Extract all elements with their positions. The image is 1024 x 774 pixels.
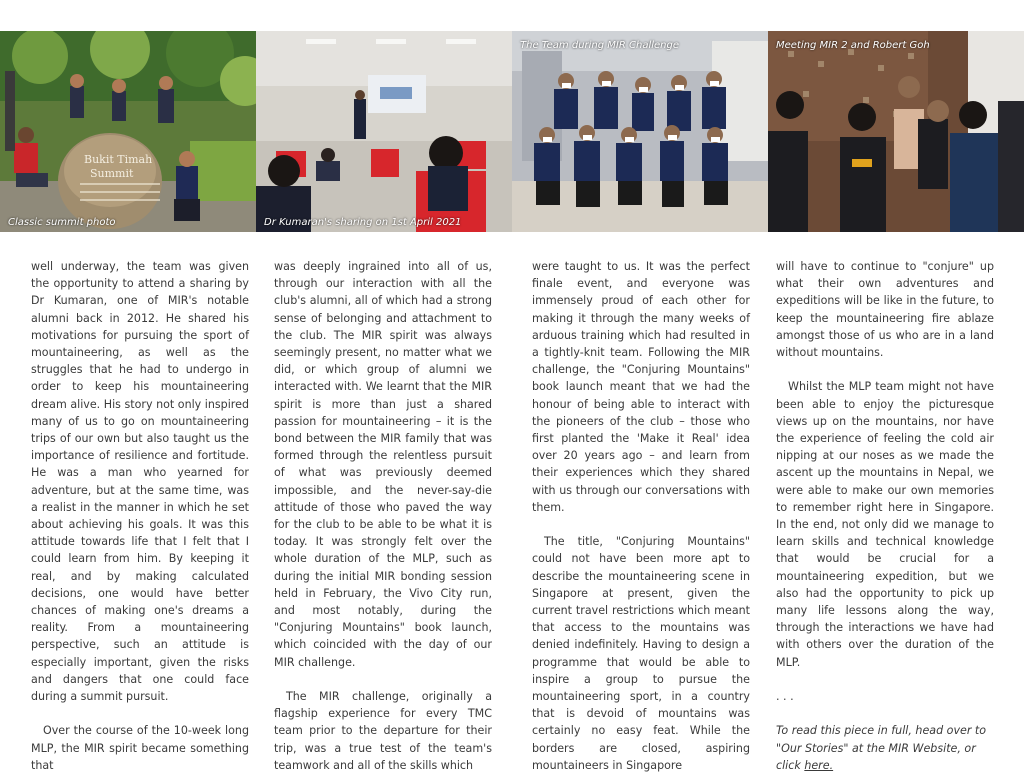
text-column-1 [31,258,249,774]
paragraph: was deeply ingrained into all of us, through our interaction with all the club's alumni, all of which had a strong sense of belonging and attachment to the club. The MIR spirit was always seemingly present, no matter what we did, or which group of alumni we interacted with. We learnt that the MIR spirit is more than just a shared passion for mountaineering – it is the bond between the MIR family that was formed through the relentless pursuit of what was previously deemed impossible, and the never-say-die attitude of those who paved the way for the club to be able to be what it is today. It was strongly felt over the whole duration of the MLP, such as during the initial MIR bonding session held in February, the Vivo City run, and most notably, during the "Conjuring Mountains" book launch, which coincided with the day of our MIR challenge. [274,260,492,669]
summit-photo [0,31,256,232]
photo-caption: Dr Kumaran's sharing on 1st April 2021 [264,217,462,228]
text-column-4 [776,258,994,774]
paragraph: Whilst the MLP team might not have been able to enjoy the picturesque views up on the mountains, nor have the experience of feeling the cold air nipping at our noses as we made the ascent up the mountains in Nepal, we were able to make our own memories to remember right here in Singapore. In the end, not only did we manage to learn skills and technical knowledge that would be crucial for a mountaineering expedition, but we also had the opportunity to pick up many life lessons along the way, through the interactions we have had with others over the duration of the MLP. [776,380,994,669]
meeting-photo [768,31,1024,232]
sharing-photo [256,31,512,232]
text-column-2 [274,258,492,774]
photo-caption: Meeting MIR 2 and Robert Goh [776,40,930,51]
photo-caption: The Team during MIR Challenge [520,40,679,51]
photo-strip [0,31,1024,232]
text-column-3 [532,258,750,774]
ellipsis: . . . [776,690,794,704]
closing-text: To read this piece in full, head over to "Our Stories" at the MIR Website, or click [776,724,987,772]
paragraph: were taught to us. It was the perfect finale event, and everyone was immensely proud of each other for making it through the many weeks of arduous training which had resulted in a tightly-knit team. Following the MIR challenge, the "Conjuring Mountains" book launch meant that we had the honour of being able to interact with the pioneers of the club – those who first planted the 'Make it Real' idea over 20 years ago – and learn from their experiences which they shared with us through our conversations with them. [532,260,750,514]
paragraph: well underway, the team was given the opportunity to attend a sharing by Dr Kumaran, one of MIR's notable alumni back in 2012. He shared his motivations for pursuing the sport of mountaineering, as well as the struggles that he had to undergo in order to keep his mountaineering dream alive. His story not only inspired many of us to go on mountaineering trips of our own but also taught us the importance of resilience and fortitude. He was a man who yearned for adventure, but at the same time, was a realist in the manner in which he set about achieving his goals. It was this attitude towards life that I felt that I could learn from him. By keeping it real, and by making calculated decisions, one would have better chances of making one's dreams a reality. From a mountaineering perspective, such an attitude is especially important, given the risks and dangers that one could face during a summit pursuit. [31,260,249,704]
paragraph: The MIR challenge, originally a flagship experience for every TMC team prior to the departure for their trip, was a true test of the team's teamwork and all of the skills which [274,690,492,772]
closing-note [776,722,994,774]
paragraph: The title, "Conjuring Mountains" could not have been more apt to describe the mountaineering scene in Singapore at present, given the current travel restrictions which meant that access to the mountains was denied indefinitely. Having to design a programme that would be able to inspire a group to pursue the mountaineering sport, in a country that is devoid of mountains was certainly no easy feat. While the borders are closed, aspiring mountaineers in Singapore [532,535,750,772]
photo-caption: Classic summit photo [8,217,116,228]
paragraph: will have to continue to "conjure" up what their own adventures and expeditions will be like in the future, to keep the mountaineering fire ablaze amongst those of us who are in a land without mountains. [776,260,994,360]
paragraph: Over the course of the 10-week long MLP, the MIR spirit became something that [31,724,249,772]
rock-title: Bukit Timah [84,153,153,166]
team-photo [512,31,768,232]
rock-subtitle: Summit [90,167,134,180]
here-link[interactable]: here. [804,758,834,772]
